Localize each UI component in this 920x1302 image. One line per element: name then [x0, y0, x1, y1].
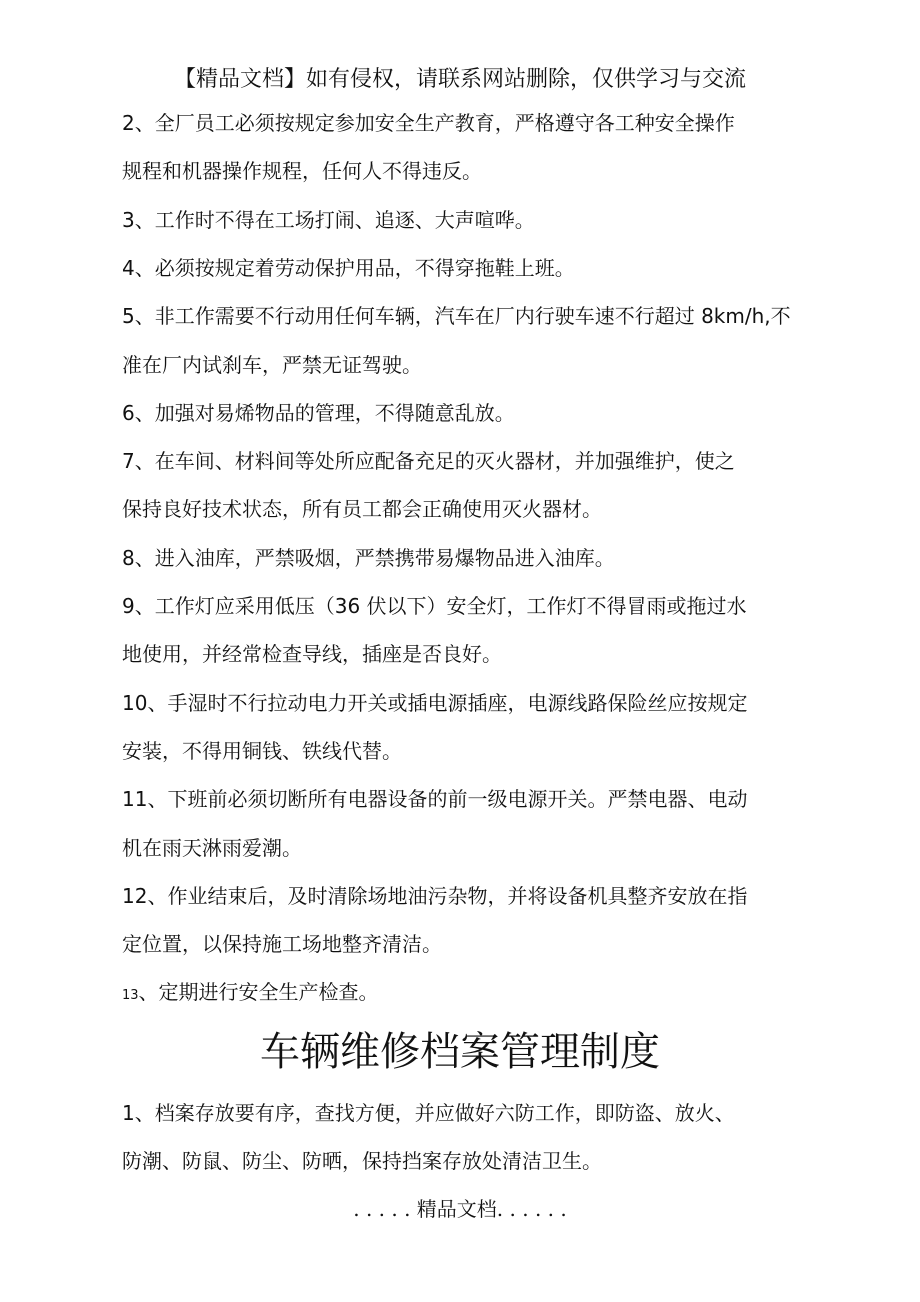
rule-line: 地使用，并经常检查导线，插座是否良好。: [122, 642, 502, 666]
rule-line: 5、非工作需要不行动用任何车辆，汽车在厂内行驶车速不行超过 8km/h,不: [122, 304, 791, 328]
page-footer: . . . . . 精品文档. . . . . .: [353, 1197, 567, 1221]
rule-line: 规程和机器操作规程，任何人不得违反。: [122, 159, 482, 183]
rule-line: 准在厂内试刹车，严禁无证驾驶。: [122, 353, 422, 377]
section-line: 1、档案存放要有序，查找方便，并应做好六防工作，即防盗、放火、: [122, 1101, 735, 1125]
rule-line: 定位置，以保持施工场地整齐清洁。: [122, 932, 442, 956]
rule-line: 9、工作灯应采用低压（36 伏以下）安全灯，工作灯不得冒雨或拖过水: [122, 594, 747, 618]
rule-line: 8、进入油库，严禁吸烟，严禁携带易爆物品进入油库。: [122, 546, 615, 570]
rule-number: 13: [122, 988, 139, 1003]
rule-line: 安装，不得用铜钱、铁线代替。: [122, 739, 402, 763]
rule-line: 保持良好技术状态，所有员工都会正确使用灭火器材。: [122, 497, 602, 521]
rule-line: 7、在车间、材料间等处所应配备充足的灭火器材，并加强维护，使之: [122, 449, 735, 473]
rule-line: 12、作业结束后，及时清除场地油污杂物，并将设备机具整齐安放在指: [122, 884, 748, 908]
rule-line: 4、必须按规定着劳动保护用品，不得穿拖鞋上班。: [122, 256, 575, 280]
rule-line-13: [122, 977, 379, 1011]
section-line: 防潮、防鼠、防尘、防晒，保持挡案存放处清洁卫生。: [122, 1149, 602, 1173]
rule-line: 机在雨天淋雨爱潮。: [122, 836, 302, 860]
rule-line: 10、手湿时不行拉动电力开关或插电源插座，电源线路保险丝应按规定: [122, 691, 748, 715]
rule-line: 3、工作时不得在工场打闹、追逐、大声喧哗。: [122, 208, 535, 232]
rule-line: 2、全厂员工必须按规定参加安全生产教育，严格遵守各工种安全操作: [122, 111, 735, 135]
section-title: 车辆维修档案管理制度: [260, 1029, 660, 1075]
rule-text: 、定期进行安全生产检查。: [138, 980, 379, 1004]
rule-line: 11、下班前必须切断所有电器设备的前一级电源开关。严禁电器、电动: [122, 787, 748, 811]
rule-line: 6、加强对易烯物品的管理，不得随意乱放。: [122, 401, 515, 425]
page-header: 【精品文档】如有侵权，请联系网站删除，仅供学习与交流: [173, 67, 746, 92]
